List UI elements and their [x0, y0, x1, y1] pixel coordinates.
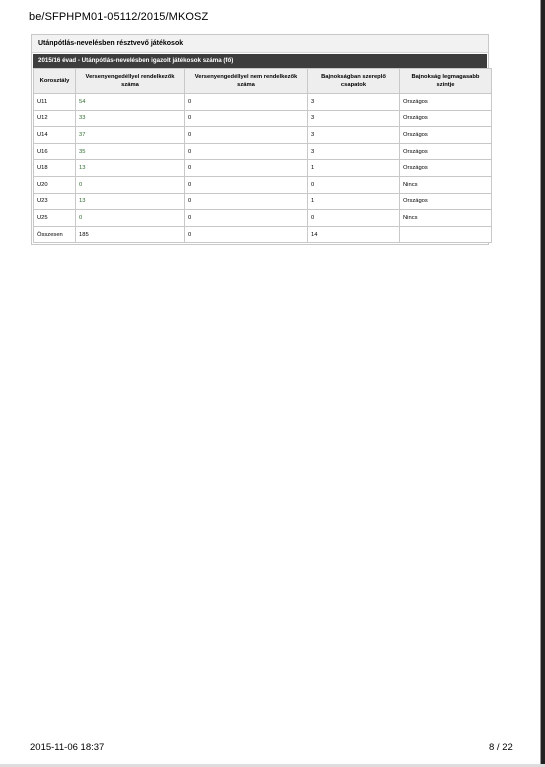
cell-unlicensed: 0: [185, 176, 308, 193]
cell-licensed: 13: [76, 193, 185, 210]
cell-total-licensed: 185: [76, 226, 185, 243]
table-wrapper: [32, 53, 488, 244]
cell-unlicensed: 0: [185, 160, 308, 177]
cell-licensed: 0: [76, 210, 185, 227]
cell-licensed: 33: [76, 110, 185, 127]
cell-level: Nincs: [400, 210, 492, 227]
cell-age-group: U25: [34, 210, 76, 227]
cell-total-label: Összesen: [34, 226, 76, 243]
document-id: be/SFPHPM01-05112/2015/MKOSZ: [29, 11, 209, 23]
cell-teams: 3: [308, 94, 400, 111]
table-header-row: [34, 69, 492, 94]
cell-level: Országos: [400, 193, 492, 210]
cell-licensed: 37: [76, 127, 185, 144]
cell-unlicensed: 0: [185, 143, 308, 160]
table-row: [34, 143, 492, 160]
cell-licensed: 13: [76, 160, 185, 177]
players-table: [33, 68, 492, 243]
cell-age-group: U16: [34, 143, 76, 160]
section-title: Utánpótlás-nevelésben résztvevő játékosok: [32, 35, 488, 53]
table-row: [34, 193, 492, 210]
cell-unlicensed: 0: [185, 193, 308, 210]
table-row: [34, 127, 492, 144]
cell-level: Nincs: [400, 176, 492, 193]
cell-total-level: [400, 226, 492, 243]
table-row: [34, 94, 492, 111]
cell-age-group: U11: [34, 94, 76, 111]
column-header-licensed: Versenyengedéllyel rendelkezők száma: [76, 69, 185, 94]
cell-level: Országos: [400, 94, 492, 111]
cell-level: Országos: [400, 160, 492, 177]
cell-age-group: U23: [34, 193, 76, 210]
cell-teams: 1: [308, 193, 400, 210]
cell-total-unlicensed: 0: [185, 226, 308, 243]
table-row: [34, 110, 492, 127]
table-caption: 2015/16 évad - Utánpótlás-nevelésben igazolt játékosok száma (fő): [33, 54, 487, 68]
cell-age-group: U14: [34, 127, 76, 144]
cell-unlicensed: 0: [185, 110, 308, 127]
cell-unlicensed: 0: [185, 127, 308, 144]
column-header-age-group: Korosztály: [34, 69, 76, 94]
cell-level: Országos: [400, 110, 492, 127]
cell-teams: 0: [308, 210, 400, 227]
page-edge-shadow: [541, 0, 545, 767]
table-row: [34, 210, 492, 227]
cell-teams: 3: [308, 127, 400, 144]
cell-age-group: U18: [34, 160, 76, 177]
cell-total-teams: 14: [308, 226, 400, 243]
cell-teams: 1: [308, 160, 400, 177]
cell-teams: 3: [308, 143, 400, 160]
cell-licensed: 0: [76, 176, 185, 193]
cell-teams: 3: [308, 110, 400, 127]
cell-age-group: U20: [34, 176, 76, 193]
table-row: [34, 160, 492, 177]
cell-level: Országos: [400, 127, 492, 144]
cell-level: Országos: [400, 143, 492, 160]
column-header-unlicensed: Versenyengedéllyel nem rendelkezők száma: [185, 69, 308, 94]
column-header-teams: Bajnokságban szereplő csapatok: [308, 69, 400, 94]
cell-age-group: U12: [34, 110, 76, 127]
cell-unlicensed: 0: [185, 94, 308, 111]
column-header-level: Bajnokság legmagasabb szintje: [400, 69, 492, 94]
footer-page-number: 8 / 22: [489, 742, 513, 753]
table-row: [34, 176, 492, 193]
footer-date: 2015-11-06 18:37: [30, 742, 105, 753]
cell-licensed: 54: [76, 94, 185, 111]
cell-teams: 0: [308, 176, 400, 193]
cell-unlicensed: 0: [185, 210, 308, 227]
cell-licensed: 35: [76, 143, 185, 160]
players-section: [31, 34, 489, 245]
table-total-row: [34, 226, 492, 243]
